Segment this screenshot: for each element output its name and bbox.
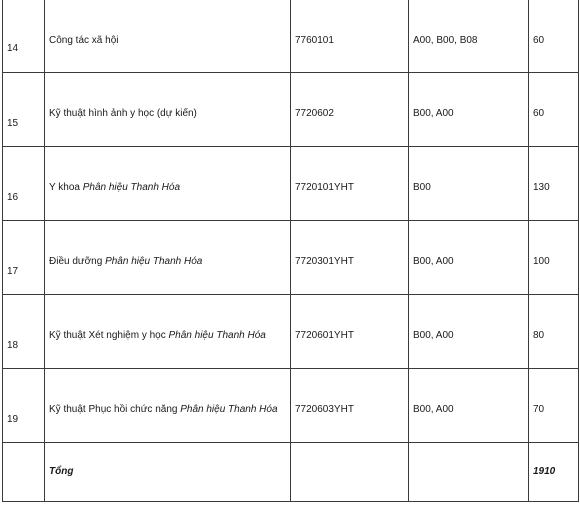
- row-number-cell: 14: [3, 0, 45, 73]
- total-value-cell: 1910: [529, 443, 579, 502]
- table-row: [3, 369, 579, 443]
- row-number-cell: 18: [3, 295, 45, 369]
- table-row: [3, 221, 579, 295]
- quota-cell: 60: [529, 73, 579, 147]
- row-number-cell: 15: [3, 73, 45, 147]
- major-name-cell: Y khoa Phân hiệu Thanh Hóa: [45, 147, 291, 221]
- empty-cell: [409, 443, 529, 502]
- major-code-cell: 7720301YHT: [291, 221, 409, 295]
- row-number-cell: 16: [3, 147, 45, 221]
- major-code-cell: 7720602: [291, 73, 409, 147]
- major-code-cell: 7760101: [291, 0, 409, 73]
- table-row: [3, 147, 579, 221]
- quota-cell: 80: [529, 295, 579, 369]
- major-name-cell: Kỹ thuật hình ảnh y học (dự kiến): [45, 73, 291, 147]
- table-row: [3, 295, 579, 369]
- major-name-cell: Điều dưỡng Phân hiệu Thanh Hóa: [45, 221, 291, 295]
- quota-cell: 130: [529, 147, 579, 221]
- subject-combination-cell: B00: [409, 147, 529, 221]
- admission-table: [2, 0, 579, 502]
- table-row: [3, 0, 579, 73]
- major-name-cell: Kỹ thuật Phục hồi chức năng Phân hiệu Thanh Hóa: [45, 369, 291, 443]
- subject-combination-cell: A00, B00, B08: [409, 0, 529, 73]
- subject-combination-cell: B00, A00: [409, 369, 529, 443]
- major-code-cell: 7720603YHT: [291, 369, 409, 443]
- major-name-cell: Kỹ thuật Xét nghiệm y học Phân hiệu Thanh Hóa: [45, 295, 291, 369]
- empty-cell: [291, 443, 409, 502]
- empty-cell: [3, 443, 45, 502]
- row-number-cell: 17: [3, 221, 45, 295]
- table-row: [3, 73, 579, 147]
- quota-cell: 100: [529, 221, 579, 295]
- major-code-cell: 7720601YHT: [291, 295, 409, 369]
- total-row: [3, 443, 579, 502]
- subject-combination-cell: B00, A00: [409, 295, 529, 369]
- subject-combination-cell: B00, A00: [409, 73, 529, 147]
- quota-cell: 60: [529, 0, 579, 73]
- quota-cell: 70: [529, 369, 579, 443]
- total-label-cell: Tổng: [45, 443, 291, 502]
- major-name-cell: Công tác xã hội: [45, 0, 291, 73]
- subject-combination-cell: B00, A00: [409, 221, 529, 295]
- major-code-cell: 7720101YHT: [291, 147, 409, 221]
- row-number-cell: 19: [3, 369, 45, 443]
